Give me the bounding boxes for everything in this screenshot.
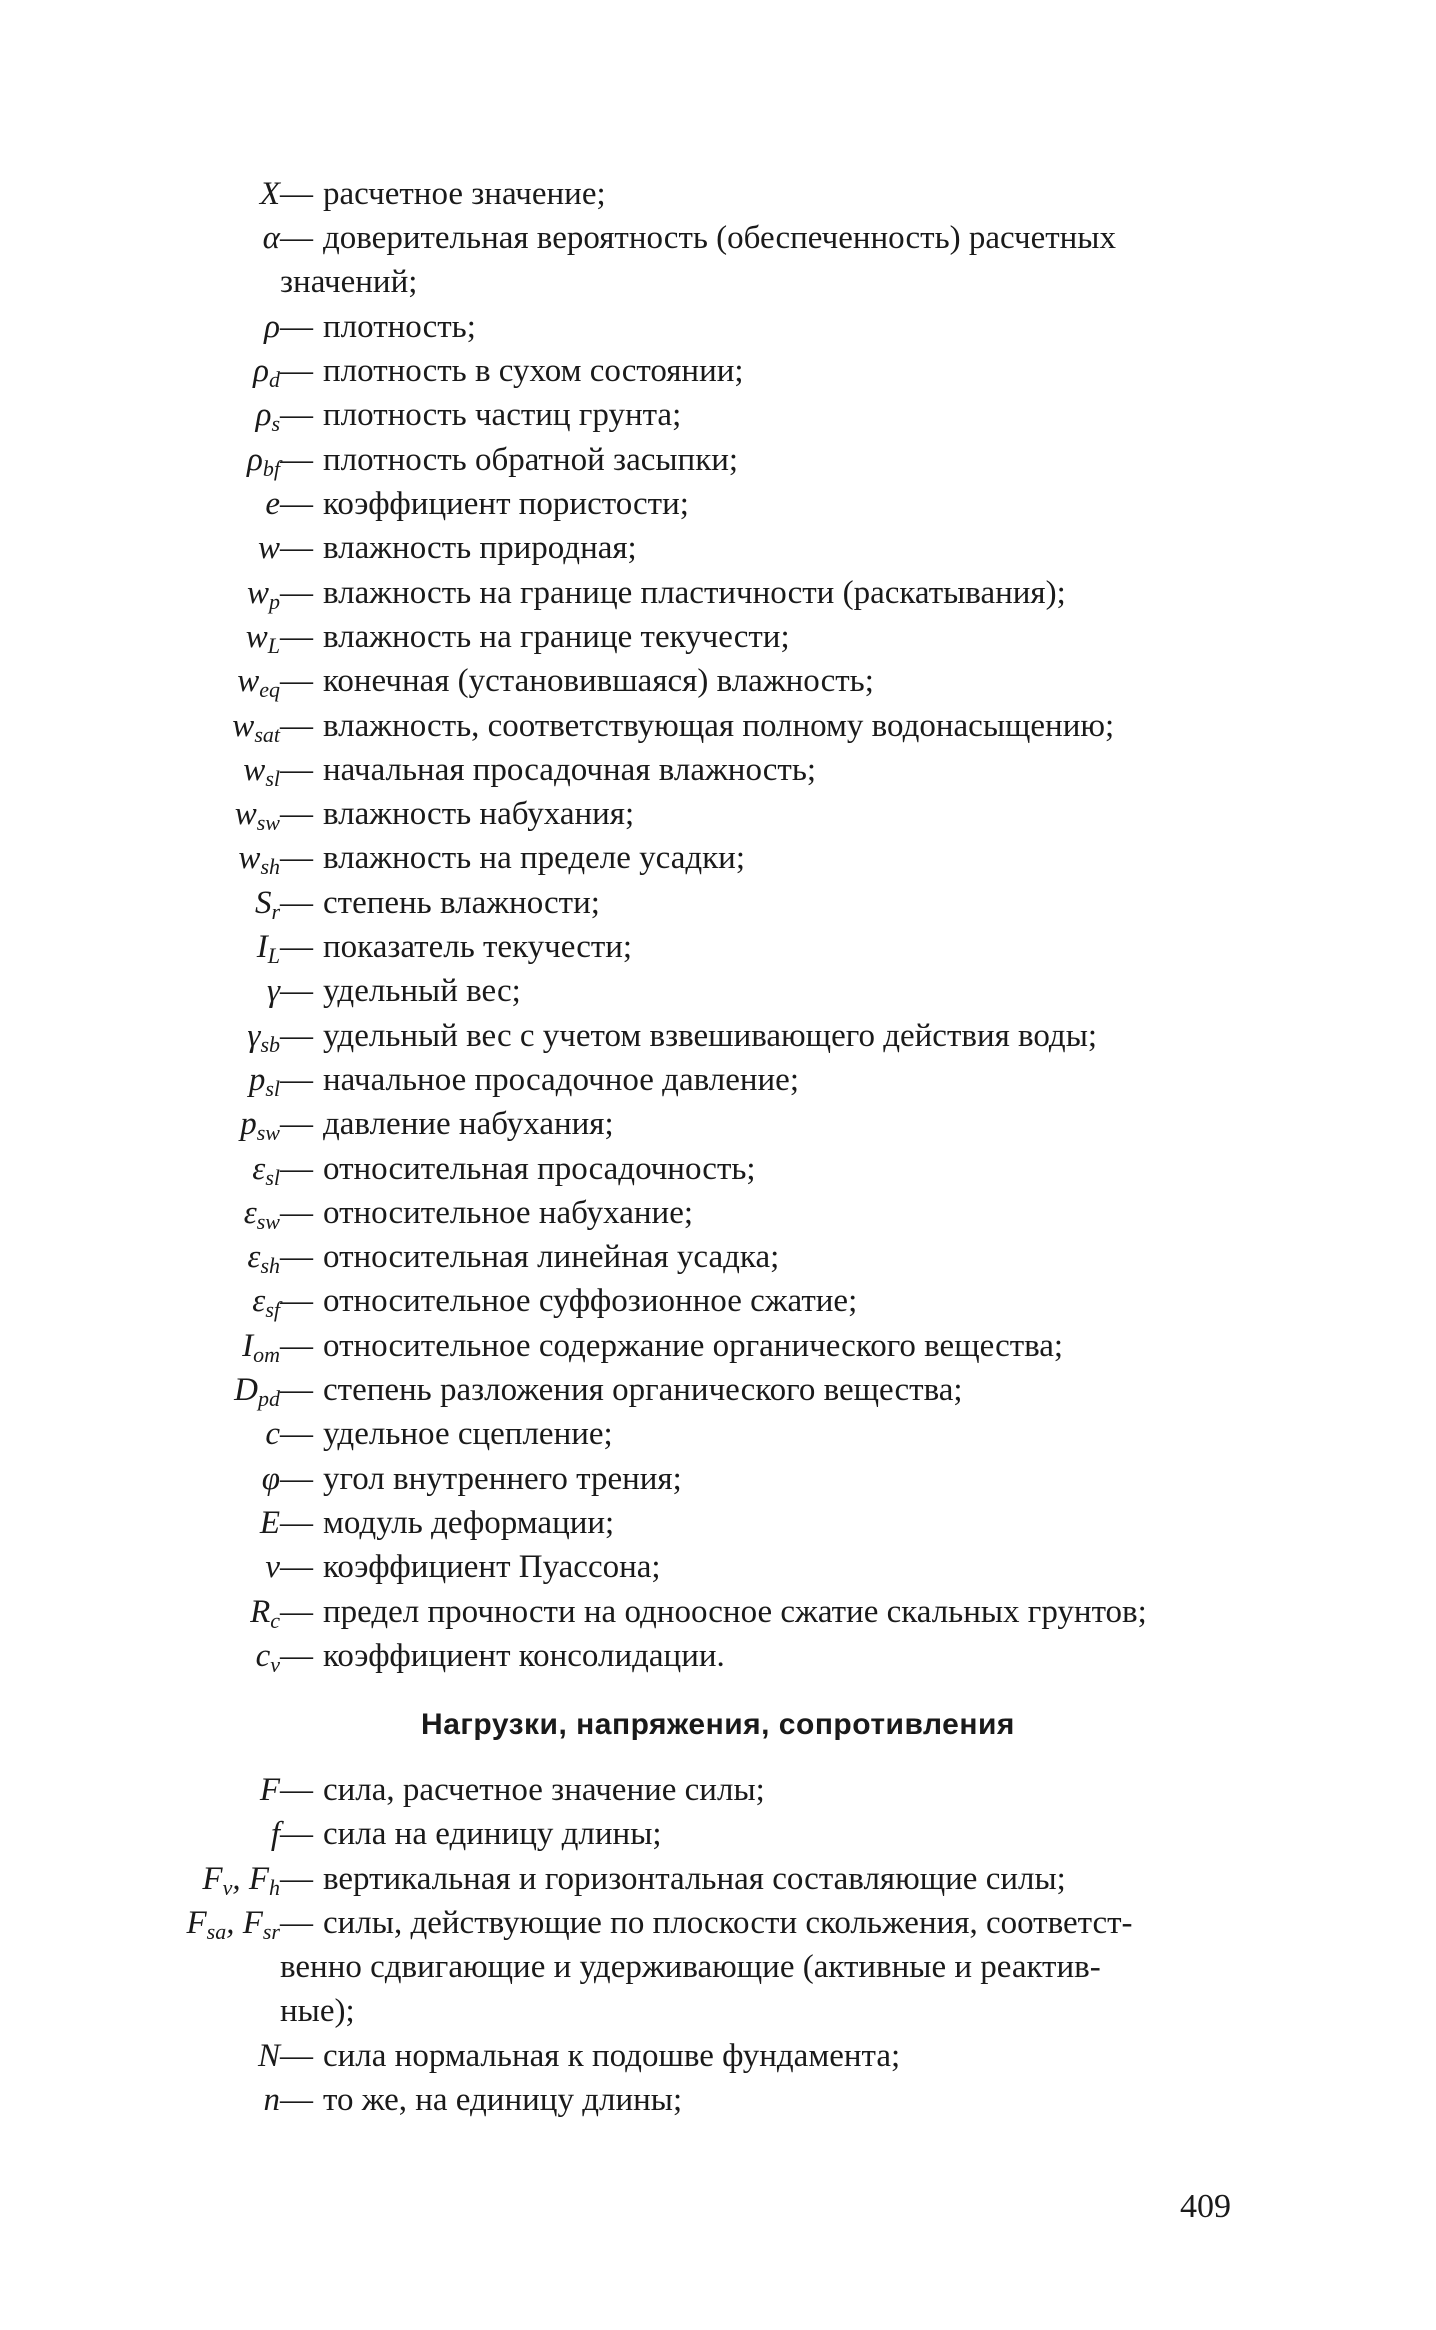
definition-item	[0, 704, 1436, 748]
definition-item	[0, 748, 1436, 792]
symbol: $\varepsilon_{sw}$	[243, 1194, 280, 1234]
definition-item	[0, 1457, 1436, 1501]
definition-item	[0, 1501, 1436, 1545]
definition-item	[0, 1324, 1436, 1368]
definition-text: — влажность природная;	[280, 530, 637, 567]
definition-continuation: венно сдвигающие и удерживающие (активные и реактив-	[280, 1948, 1101, 1985]
definition-item	[0, 1634, 1436, 1678]
definition-text: — относительное содержание органического вещества;	[280, 1327, 1064, 1364]
definition-item	[0, 438, 1436, 482]
definition-text: — относительная линейная усадка;	[280, 1239, 780, 1276]
symbol: e	[265, 486, 280, 523]
symbol: $\varepsilon_{sh}$	[247, 1239, 280, 1279]
definition-text: — плотность обратной засыпки;	[280, 441, 739, 478]
symbol: $S_r$	[254, 884, 280, 924]
definition-text: — угол внутреннего трения;	[280, 1460, 682, 1497]
definition-text: — коэффициент пористости;	[280, 486, 689, 523]
symbol: N	[257, 2037, 280, 2074]
symbol: $c_v$	[255, 1637, 280, 1677]
symbol: φ	[261, 1460, 280, 1497]
symbol: E	[259, 1504, 280, 1541]
definition-item	[0, 1191, 1436, 1235]
definition-text: — модуль деформации;	[280, 1504, 615, 1541]
definition-item	[0, 1058, 1436, 1102]
definition-text: — удельное сцепление;	[280, 1416, 613, 1453]
definition-item	[0, 792, 1436, 836]
definition-item	[0, 1014, 1436, 1058]
symbol: $I_{om}$	[242, 1327, 280, 1367]
definition-text: — сила нормальная к подошве фундамента;	[280, 2037, 901, 2074]
definition-item	[0, 1412, 1436, 1456]
symbol: $F_{sa}$, $F_{sr}$	[186, 1904, 280, 1944]
definition-item	[0, 1901, 1436, 2034]
symbol: n	[263, 2082, 280, 2119]
definition-text: — плотность в сухом состоянии;	[280, 353, 744, 390]
definition-item	[0, 393, 1436, 437]
definition-item	[0, 1857, 1436, 1901]
definition-text: — степень влажности;	[280, 884, 600, 921]
definition-item	[0, 615, 1436, 659]
definition-item	[0, 836, 1436, 880]
definition-text: — удельный вес;	[280, 973, 521, 1010]
symbol: c	[265, 1416, 280, 1453]
symbol: $w_{sh}$	[238, 840, 280, 880]
definition-text: — влажность на границе текучести;	[280, 618, 790, 655]
definition-text: — влажность набухания;	[280, 796, 635, 833]
definition-text: — коэффициент Пуассона;	[280, 1549, 661, 1586]
definition-item	[0, 172, 1436, 216]
definition-item	[0, 216, 1436, 305]
definition-item	[0, 1768, 1436, 1812]
definition-continuation: значений;	[280, 264, 418, 301]
definition-item	[0, 526, 1436, 570]
symbol: $w_L$	[245, 618, 280, 658]
definition-text: — коэффициент консолидации.	[280, 1637, 725, 1674]
symbol: w	[257, 530, 280, 567]
symbol: $\varepsilon_{sf}$	[252, 1283, 280, 1323]
symbol: $w_{sat}$	[232, 707, 280, 747]
definition-item	[0, 1147, 1436, 1191]
definition-continuation: ные);	[280, 1992, 355, 2029]
definition-text: — конечная (установившаяся) влажность;	[280, 663, 874, 700]
definition-item	[0, 482, 1436, 526]
symbol: $I_L$	[256, 929, 280, 969]
symbol: α	[262, 220, 280, 257]
definition-text: — плотность частиц грунта;	[280, 397, 682, 434]
symbol: $D_{pd}$	[234, 1372, 280, 1412]
symbol: $\rho_d$	[253, 353, 280, 393]
definition-text: — плотность;	[280, 308, 476, 345]
definition-item	[0, 1590, 1436, 1634]
definition-text: — то же, на единицу длины;	[280, 2082, 683, 2119]
symbol: f	[270, 1816, 280, 1853]
definition-text: — силы, действующие по плоскости скольжения, соответст- венно сдвигающие и удерживающие (активные и реактив- ные);	[280, 1901, 1240, 2033]
definition-item	[0, 349, 1436, 393]
definition-item	[0, 925, 1436, 969]
symbol: $\gamma_{sb}$	[247, 1017, 280, 1057]
symbol: ν	[265, 1549, 280, 1586]
definition-item	[0, 571, 1436, 615]
definition-text: — относительная просадочность;	[280, 1150, 756, 1187]
definition-text: — показатель текучести;	[280, 929, 633, 966]
definition-text: — вертикальная и горизонтальная составляющие силы;	[280, 1860, 1066, 1897]
definition-text: — относительное суффозионное сжатие;	[280, 1283, 858, 1320]
symbol: $F_v$, $F_h$	[202, 1860, 280, 1900]
definition-item	[0, 1235, 1436, 1279]
definition-text: — сила на единицу длины;	[280, 1816, 662, 1853]
definition-text: — начальная просадочная влажность;	[280, 751, 817, 788]
symbol: $w_{sl}$	[243, 751, 280, 791]
symbol: $\rho_{bf}$	[247, 441, 280, 481]
symbol: X	[259, 176, 280, 212]
symbol: $p_{sw}$	[240, 1106, 280, 1146]
definitions-list-properties	[0, 172, 1436, 1678]
definition-text: — удельный вес с учетом взвешивающего действия воды;	[280, 1017, 1098, 1054]
definition-item	[0, 305, 1436, 349]
definition-text: — влажность, соответствующая полному водонасыщению;	[280, 707, 1115, 744]
definition-text: — степень разложения органического вещества;	[280, 1372, 963, 1409]
symbol: $\rho_s$	[255, 397, 280, 437]
definition-text: — влажность на границе пластичности (раскатывания);	[280, 574, 1066, 611]
definition-item	[0, 659, 1436, 703]
definition-item	[0, 1102, 1436, 1146]
symbol: F	[259, 1772, 280, 1808]
symbol: $w_p$	[246, 574, 280, 614]
symbol: $p_{sl}$	[248, 1061, 280, 1101]
symbol: $w_{eq}$	[237, 663, 280, 703]
definition-item	[0, 881, 1436, 925]
definition-text: — сила, расчетное значение силы;	[280, 1772, 765, 1808]
definition-item	[0, 2078, 1436, 2122]
definition-text: — доверительная вероятность (обеспеченность) расчетных значений;	[280, 216, 1240, 304]
definition-text: — относительное набухание;	[280, 1194, 694, 1231]
symbol: $\varepsilon_{sl}$	[252, 1150, 280, 1190]
page-number: 409	[1180, 2188, 1231, 2225]
definition-item	[0, 1368, 1436, 1412]
definition-item	[0, 2034, 1436, 2078]
symbol: ρ	[264, 308, 280, 345]
definition-text: — давление набухания;	[280, 1106, 614, 1143]
definition-text: — начальное просадочное давление;	[280, 1061, 800, 1098]
definition-item	[0, 1812, 1436, 1856]
symbol: $R_c$	[250, 1593, 280, 1633]
definition-item	[0, 969, 1436, 1013]
definition-item	[0, 1279, 1436, 1323]
definition-item	[0, 1545, 1436, 1589]
definitions-list-loads	[0, 1768, 1436, 2122]
definition-text: — влажность на пределе усадки;	[280, 840, 745, 877]
section-title: Нагрузки, напряжения, сопротивления	[421, 1708, 1015, 1741]
symbol: γ	[266, 973, 280, 1010]
definition-text: — предел прочности на одноосное сжатие скальных грунтов;	[280, 1593, 1147, 1630]
symbol: $w_{sw}$	[234, 796, 280, 836]
definition-text: — расчетное значение;	[280, 176, 606, 212]
